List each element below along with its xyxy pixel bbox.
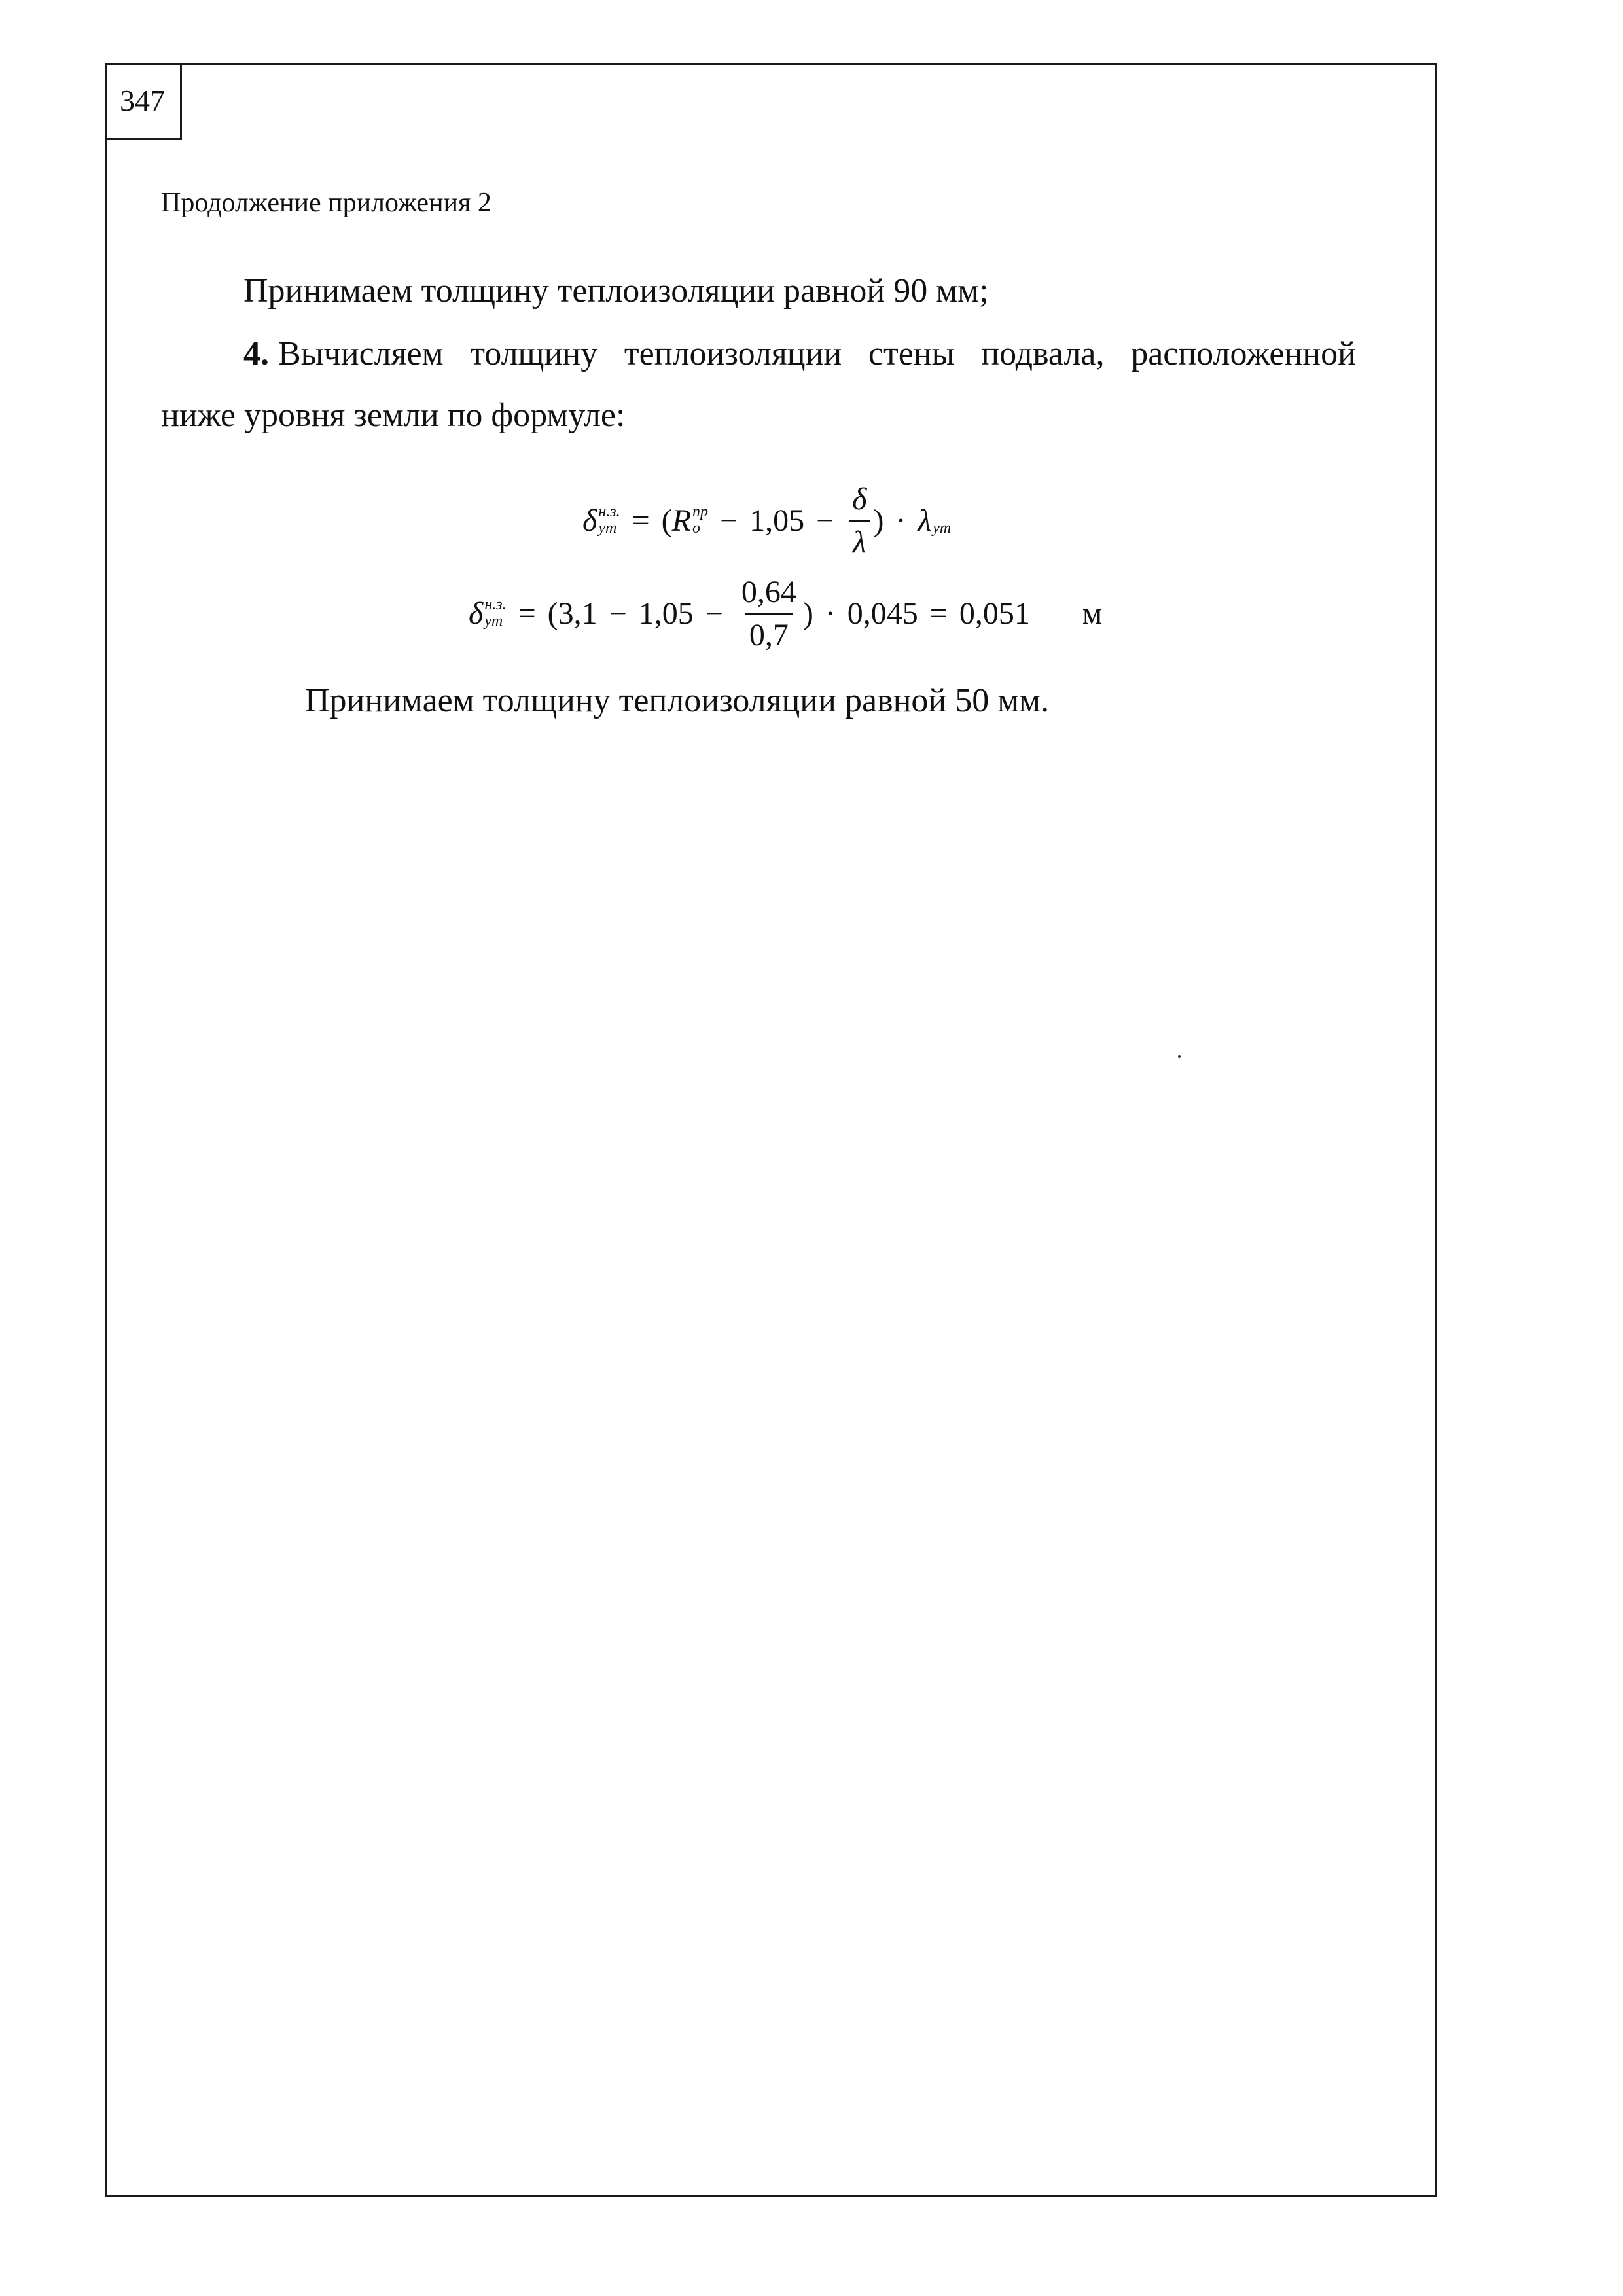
formula-2-minus-1: − bbox=[609, 596, 627, 631]
formula-1-fraction-numerator: δ bbox=[852, 481, 867, 516]
formula-calculation bbox=[469, 564, 1102, 662]
page-number bbox=[105, 63, 182, 140]
formula-2-delta-indices: н.з. ут bbox=[484, 596, 507, 630]
step-number: 4. bbox=[243, 335, 269, 372]
formula-1-const: 1,05 bbox=[749, 503, 805, 538]
formula-2-result: 0,051 bbox=[959, 596, 1030, 631]
page-number-text: 347 bbox=[120, 84, 165, 117]
formula-2-equals-1: = bbox=[518, 596, 536, 631]
paragraph-insulation-50: Принимаем толщину теплоизоляции равной 50 мм. bbox=[305, 682, 1050, 719]
formula-1-fraction bbox=[848, 481, 870, 560]
step-word-5: подвала, bbox=[981, 335, 1105, 372]
formula-2-lambda-value: 0,045 bbox=[847, 596, 918, 631]
formula-2-open-paren: (3,1 bbox=[547, 596, 597, 631]
formula-2-close-paren: ) bbox=[802, 596, 813, 631]
step-word-1: 4. Вычисляем bbox=[243, 335, 444, 372]
formula-2-fraction-denominator: 0,7 bbox=[745, 613, 793, 653]
formula-2-fraction bbox=[738, 574, 800, 653]
formula-1-delta: δ bbox=[582, 503, 597, 538]
formula-1-delta-indices: н.з. ут bbox=[598, 503, 620, 537]
paragraph-step-4-line-1 bbox=[243, 334, 1356, 374]
step-word-4: стены bbox=[868, 335, 955, 372]
formula-1-lambda: λ bbox=[918, 503, 932, 538]
formula-1-times: · bbox=[895, 503, 906, 538]
formula-1-minus-1: − bbox=[719, 503, 738, 538]
formula-1-minus-2: − bbox=[816, 503, 834, 538]
formula-2-minus-2: − bbox=[705, 596, 723, 631]
formula-2-fraction-numerator: 0,64 bbox=[741, 574, 796, 609]
formula-general bbox=[582, 471, 951, 569]
paragraph-insulation-90: Принимаем толщину теплоизоляции равной 90 мм; bbox=[243, 272, 989, 310]
page-frame bbox=[105, 63, 1437, 2197]
formula-1-r-indices: пр о bbox=[692, 503, 708, 537]
formula-1-close-paren: ) bbox=[873, 503, 884, 538]
formula-1-equals: = bbox=[632, 503, 650, 538]
formula-2-times: · bbox=[825, 596, 836, 631]
paragraph-step-4-line-2: ниже уровня земли по формуле: bbox=[161, 397, 626, 434]
formula-1-lambda-index: ут bbox=[933, 520, 952, 537]
step-word-2: толщину bbox=[470, 335, 598, 372]
formula-1-open-paren: ( bbox=[661, 503, 672, 538]
formula-2-unit: м bbox=[1082, 596, 1103, 631]
formula-2-const: 1,05 bbox=[638, 596, 694, 631]
step-word-3: теплоизоляции bbox=[624, 335, 842, 372]
formula-1-fraction-denominator: λ bbox=[849, 520, 870, 560]
running-header: Продолжение приложения 2 bbox=[161, 188, 491, 218]
formula-2-delta: δ bbox=[469, 596, 484, 631]
scan-speck bbox=[1178, 1055, 1181, 1058]
step-word-6: расположенной bbox=[1131, 335, 1356, 372]
formula-2-equals-2: = bbox=[929, 596, 948, 631]
formula-1-r: R bbox=[671, 503, 691, 538]
